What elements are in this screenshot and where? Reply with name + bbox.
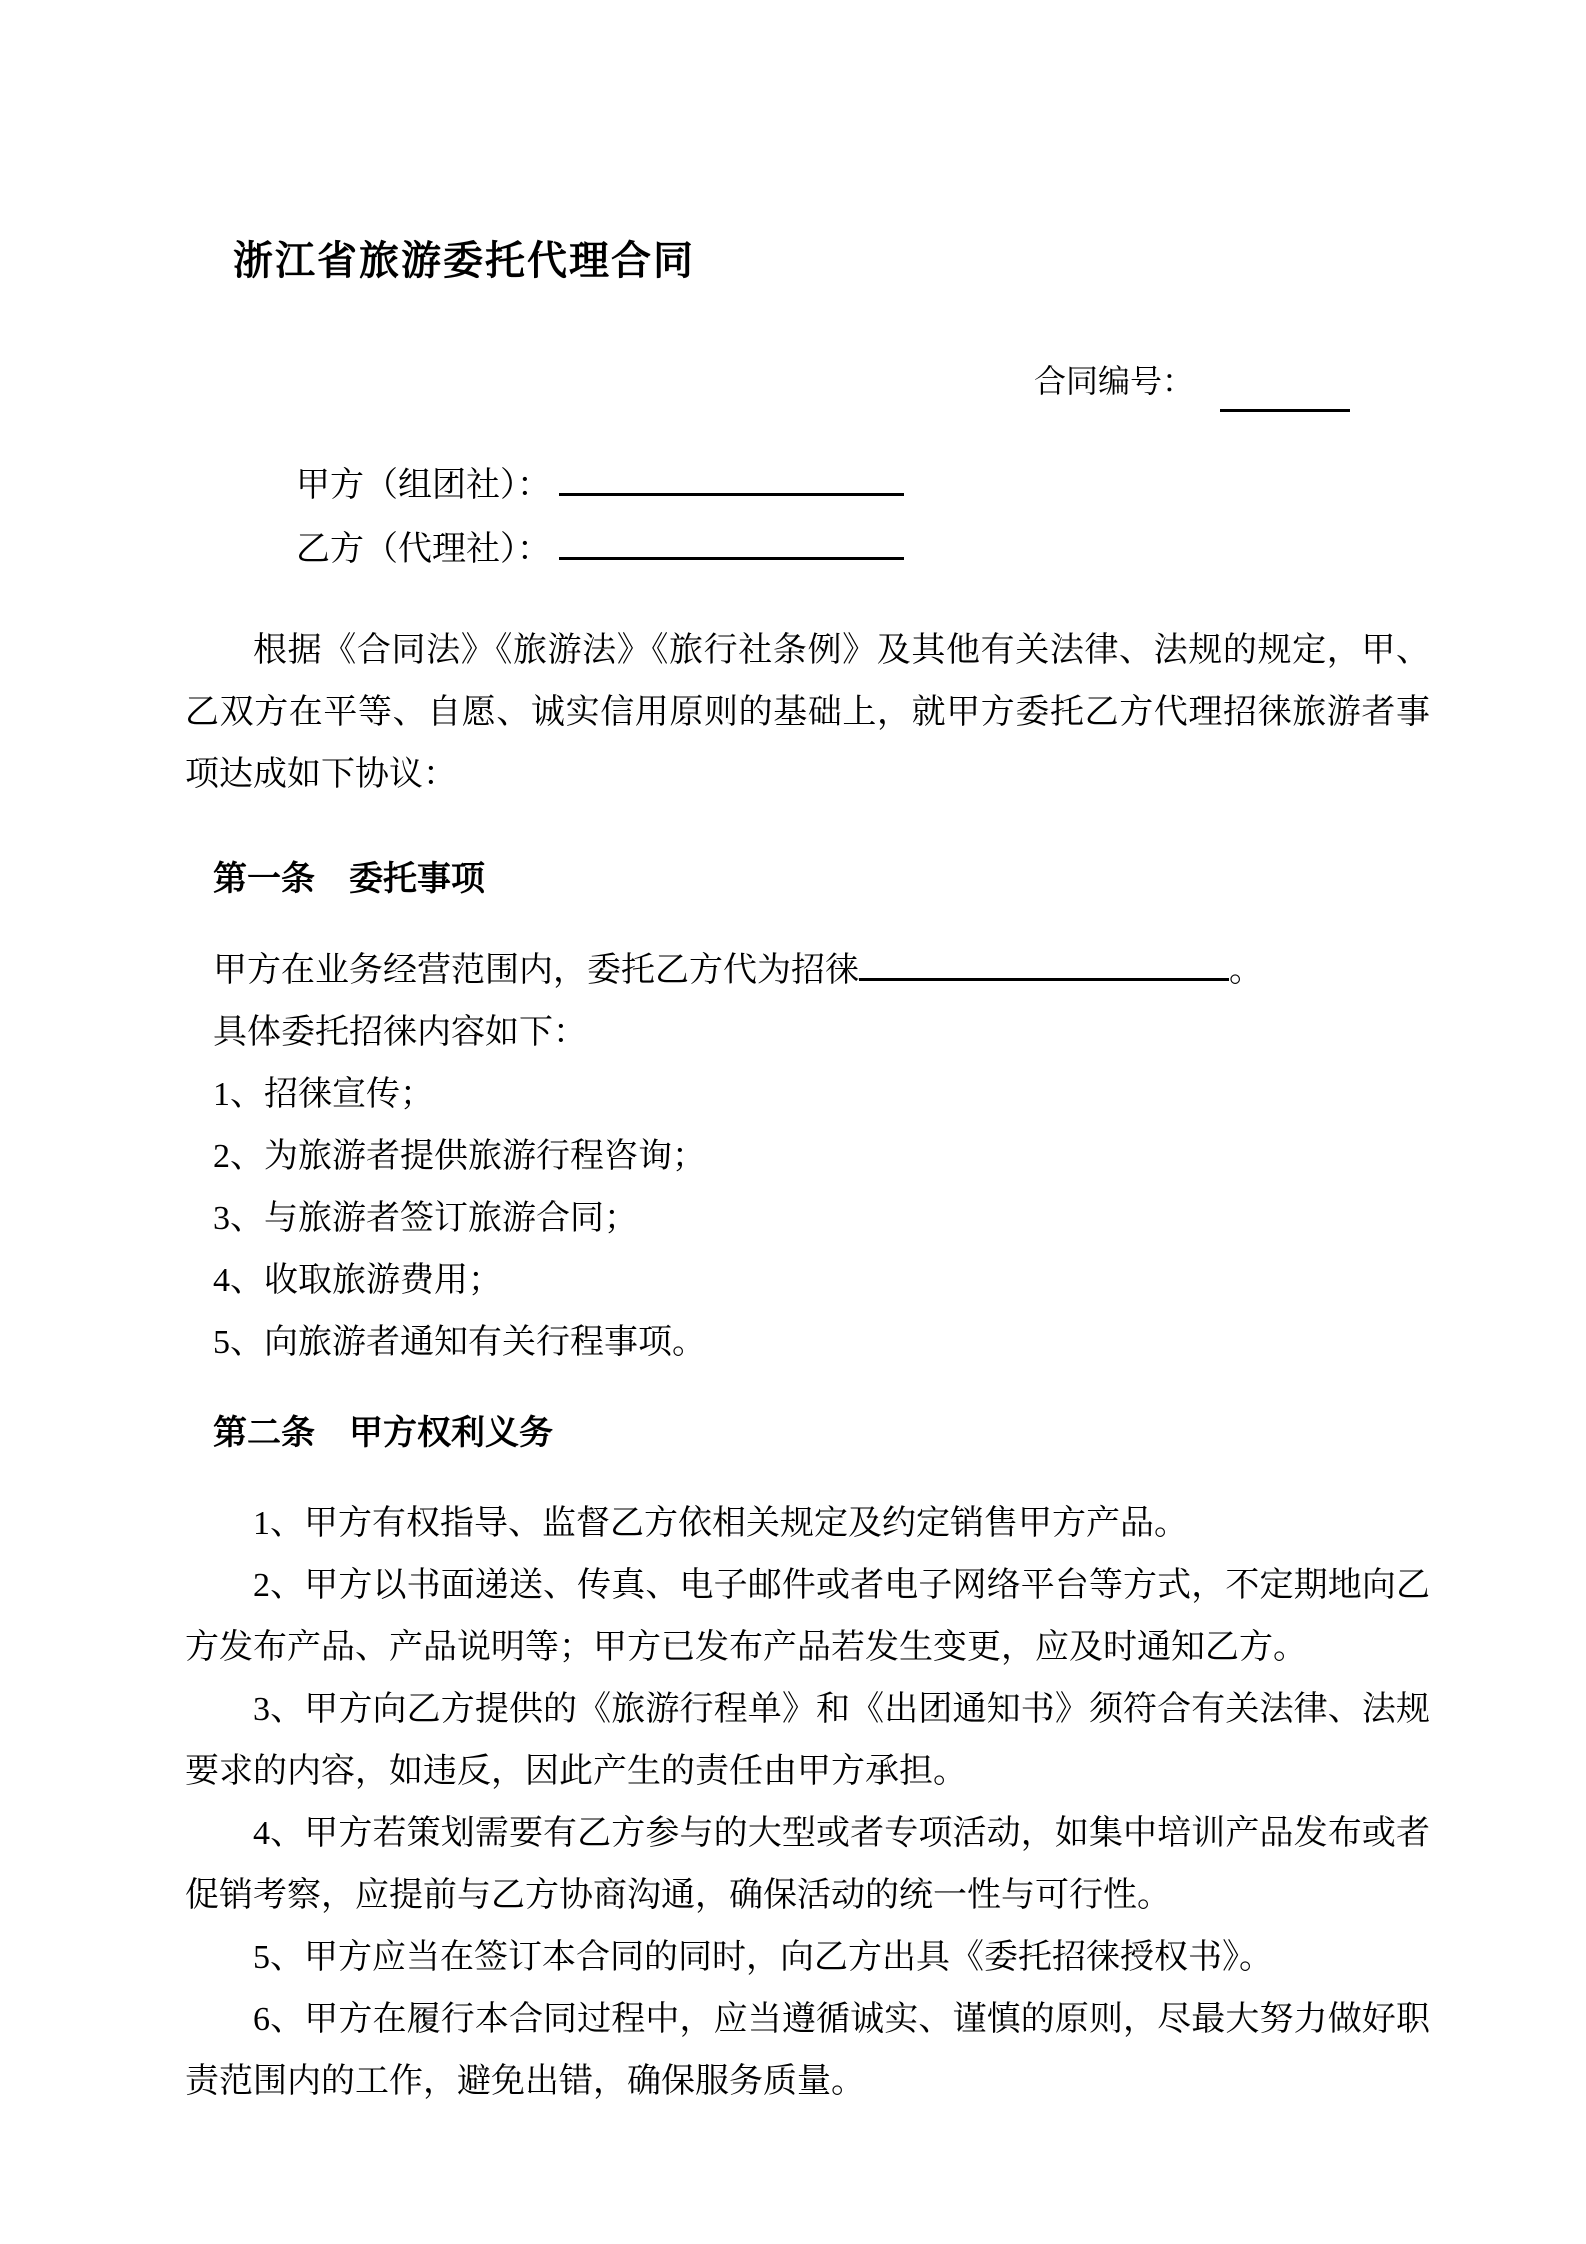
contract-number-blank-line <box>1220 363 1350 412</box>
party-b-row <box>296 517 1430 581</box>
delegation-item: 1、招徕宣传； <box>213 1076 434 1114</box>
obligation-item: 5、甲方应当在签订本合同的同时，向乙方出具《委托招徕授权书》。 <box>253 1938 1273 1976</box>
delegation-item: 3、与旅游者签订旅游合同； <box>213 1200 638 1238</box>
party-a-blank-line <box>559 453 904 496</box>
entrust-blank-line <box>859 938 1229 981</box>
entrust-sentence <box>185 938 1430 1002</box>
preamble-paragraph: 根据《合同法》《旅游法》《旅行社条例》及其他有关法律、法规的规定，甲、乙双方在平等、自愿、诚实信用原则的基础上，就甲方委托乙方代理招徕旅游者事项达成如下协议： <box>185 632 1430 793</box>
obligation-item-list <box>185 1493 1430 2113</box>
entrust-sentence-period: 。 <box>1229 952 1263 990</box>
obligation-item: 1、甲方有权指导、监督乙方依相关规定及约定销售甲方产品。 <box>253 1504 1188 1542</box>
delegation-item: 5、向旅游者通知有关行程事项。 <box>213 1324 706 1362</box>
contract-number-row <box>185 350 1430 412</box>
delegation-item-list <box>185 1064 1430 1374</box>
obligation-item: 6、甲方在履行本合同过程中，应当遵循诚实、谨慎的原则，尽最大努力做好职责范围内的工作，避免出错，确保服务质量。 <box>185 2000 1430 2100</box>
party-a-label: 甲方（组团社）： <box>296 467 551 504</box>
obligation-item: 3、甲方向乙方提供的《旅游行程单》和《出团通知书》须符合有关法律、法规要求的内容，如违反，因此产生的责任由甲方承担。 <box>185 1690 1430 1790</box>
obligation-item: 2、甲方以书面递送、传真、电子邮件或者电子网络平台等方式，不定期地向乙方发布产品、产品说明等；甲方已发布产品若发生变更，应及时通知乙方。 <box>185 1566 1430 1666</box>
obligation-item: 4、甲方若策划需要有乙方参与的大型或者专项活动，如集中培训产品发布或者促销考察，应提前与乙方协商沟通，确保活动的统一性与可行性。 <box>185 1814 1430 1914</box>
section-2-heading: 第二条 甲方权利义务 <box>213 1414 553 1453</box>
document-content <box>0 230 1586 2113</box>
party-b-blank-line <box>559 517 904 560</box>
party-b-label: 乙方（代理社）： <box>296 531 551 568</box>
page-title: 浙江省旅游委托代理合同 <box>233 239 695 283</box>
section-1-heading: 第一条 委托事项 <box>213 860 485 898</box>
delegation-item: 2、为旅游者提供旅游行程咨询； <box>213 1138 706 1176</box>
contract-number-label: 合同编号： <box>1033 363 1194 399</box>
entrust-sentence-text: 甲方在业务经营范围内，委托乙方代为招徕 <box>213 952 859 990</box>
party-a-row <box>296 453 1430 517</box>
delegation-intro: 具体委托招徕内容如下： <box>213 1014 587 1052</box>
delegation-item: 4、收取旅游费用； <box>213 1262 502 1300</box>
